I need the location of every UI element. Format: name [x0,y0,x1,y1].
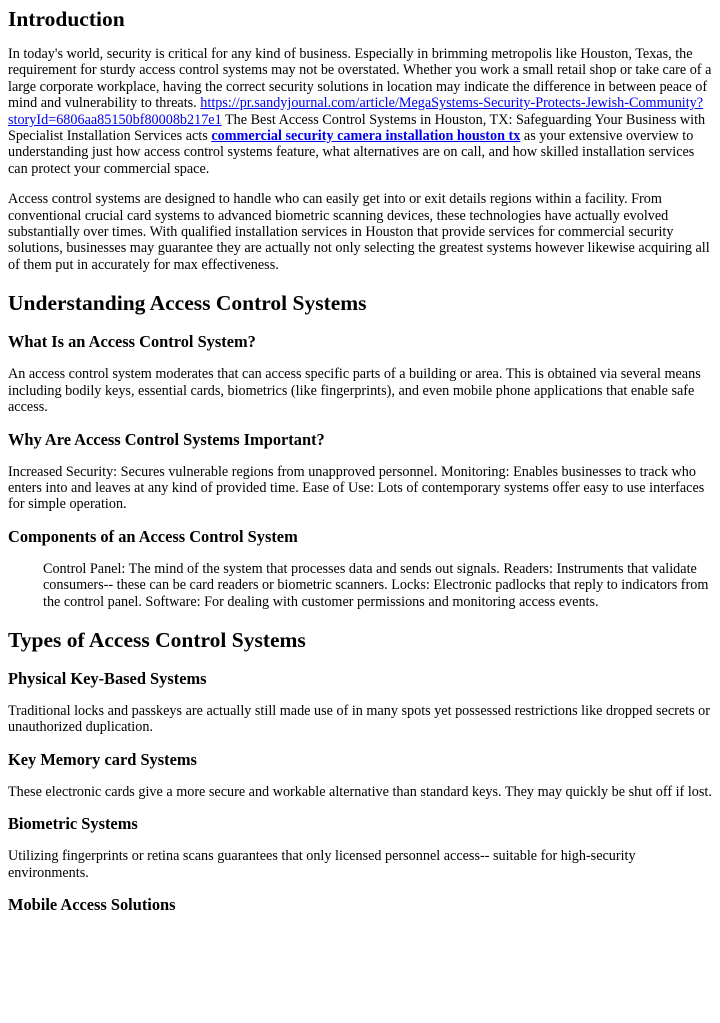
key-card-paragraph: These electronic cards give a more secure and workable alternative than standard keys. They may quickly be shut off if lost. [8,783,712,800]
commercial-security-camera-link[interactable]: commercial security camera installation houston tx [211,128,521,145]
what-is-heading: What Is an Access Control System? [8,332,256,352]
mobile-access-heading: Mobile Access Solutions [8,894,176,914]
physical-key-heading: Physical Key-Based Systems [8,668,207,688]
components-blockquote [43,561,712,610]
types-heading: Types of Access Control Systems [8,627,306,652]
biometric-heading: Biometric Systems [8,814,138,834]
introduction-heading: Introduction [8,7,125,31]
components-paragraph: Control Panel: The mind of the system that processes data and sends out signals. Readers: Instruments that validate consumers-- these can be card readers or biometric scanners. Locks: Electronic padlocks that reply to indicators from the control panel. Software: For dealing with customer permissions and monitoring access events. [43,560,709,610]
why-important-paragraph: Increased Security: Secures vulnerable regions from unapproved personnel. Monitoring: Enables businesses to track who enters into and leaves at any kind of provided time. Ease of Use: Lots of contemporary systems offer easy to use interfaces for simple operation. [8,463,705,513]
biometric-paragraph: Utilizing fingerprints or retina scans guarantees that only licensed personnel access-- suitable for high-security environments. [8,848,636,881]
components-heading: Components of an Access Control System [8,526,298,546]
intro-text-after-link: as your extensive overview to understanding just how access control systems feature, what alternatives are on call, and how skilled installation services can protect your commercial space. [8,128,695,177]
intro-text-before-link: In today's world, security is critical for any kind of business. Especially in brimming metropolis like Houston, Texas, the requirement for sturdy access control systems may not be overstated. Whether you work a small retail shop or take care of a large corporate workplace, having the correct security solutions in location may indicate the difference in between peace of mind and vulnerability to threats. [8,46,712,112]
physical-key-paragraph: Traditional locks and passkeys are actually still made use of in many spots yet possessed restrictions like dropped secrets or unauthorized duplication. [8,702,711,736]
sandyjournal-article-link[interactable]: https://pr.sandyjournal.com/article/MegaSystems-Security-Protects-Jewish-Community?storyId=6806aa85150bf80008b217e1 [8,95,704,128]
intro-text-middle: The Best Access Control Systems in Houston, TX: Safeguarding Your Business with Specialist Installation Services acts [8,111,706,145]
intro-paragraph-1 [8,46,712,177]
why-important-heading: Why Are Access Control Systems Important? [8,429,325,449]
what-is-paragraph: An access control system moderates that can access specific parts of a building or area. This is obtained via several means including bodily keys, essential cards, biometrics (like fingerprints), and even mobile phone applications that enable safe access. [8,366,701,416]
key-card-heading: Key Memory card Systems [8,749,197,769]
intro-paragraph-2: Access control systems are designed to handle who can easily get into or exit details regions within a facility. From conventional crucial card systems to advanced biometric scanning devices, these technologies have actually evolved substantially over times. With qualified installation services in Houston that provide services for commercial security solutions, businesses may guarantee they are actually not only selecting the greatest systems however likewise acquiring all of them put in accurately for max effectiveness. [8,191,710,273]
understanding-heading: Understanding Access Control Systems [8,291,367,316]
article-page [0,6,712,915]
